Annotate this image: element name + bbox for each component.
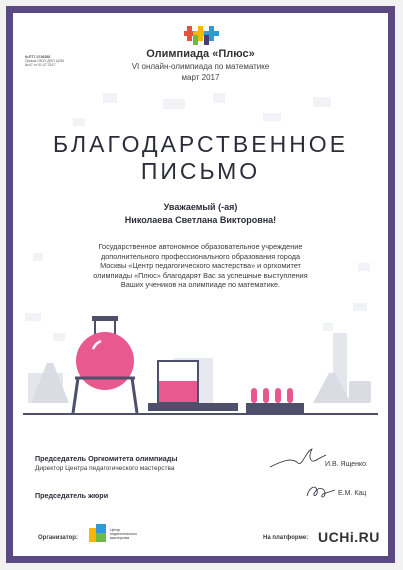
test-tube-icon [275,388,281,403]
organizer-logo-icon [89,524,107,544]
platform-base [148,403,238,411]
gray-jar [349,381,371,403]
document-heading-line1: БЛАГОДАРСТВЕННОЕ [52,131,349,157]
organizer-name [110,528,137,541]
recipient-name: Николаева Светлана Викторовна! [124,215,277,225]
code-line: Приказ ГАОУ ДПО ЦПМ [25,59,64,64]
test-tube-icon [263,388,269,403]
olympiad-date: март 2017 [181,73,220,82]
document-heading-line2: ПИСЬМО [140,158,261,184]
round-flask-icon [76,332,134,390]
test-tube-icon [251,388,257,403]
flask-rim [92,316,118,321]
code-line: №ПТ7-0746288 [25,55,51,59]
organizer-name-line: педагогического [110,532,138,537]
body-line: дополнительного профессионального образования города [100,251,301,261]
body-line: Государственное автономное образовательное учреждение [98,242,303,251]
handwritten-signature-1 [268,445,328,473]
body-line: Ваших учеников на олимпиаде по математике. [120,280,281,290]
greeting: Уважаемый (-ая) [163,202,238,212]
organizer-name-line: Центр [110,528,121,532]
olympiad-subtitle: VI онлайн-олимпиада по математике [131,62,270,71]
handwritten-signature-2 [303,480,339,502]
platform-label: На платформе: [263,535,309,541]
beaker-liquid [159,381,197,402]
olympiad-title: Олимпиада «Плюс» [146,48,255,60]
test-tube-icon [287,388,293,403]
signature-name2: Е.М. Кац [338,490,367,497]
body-line: олимпиады «Плюс» благодарят Вас за успешные выступления [93,270,308,280]
lab-equipment-illustration [13,303,388,425]
organizer-label: Организатор: [38,535,78,541]
test-tube-rack [246,403,304,413]
stand-leg [132,378,137,413]
lab-floor-line [23,413,378,415]
signature-role1: Председатель Оргкомитета олимпиады [35,454,178,463]
organizer-name-line: мастерства [110,536,130,541]
certificate-sheet [13,13,388,556]
letter-body [13,242,388,290]
certificate-frame [6,6,395,563]
uchi-ru-logo: UCHi.RU [318,529,380,545]
body-line: Москвы «Центр педагогического мастерства» и оргкомитет [100,261,301,271]
code-line: №47 от 01.07.2017 [25,63,56,68]
stand-leg [73,378,78,413]
olympiad-plus-logo [184,26,224,46]
signature-name1: И.В. Ященко [325,461,367,468]
signature-role1-detail: Директор Центра педагогического мастерства [35,465,175,472]
signature-role2: Председатель жюри [35,491,109,500]
